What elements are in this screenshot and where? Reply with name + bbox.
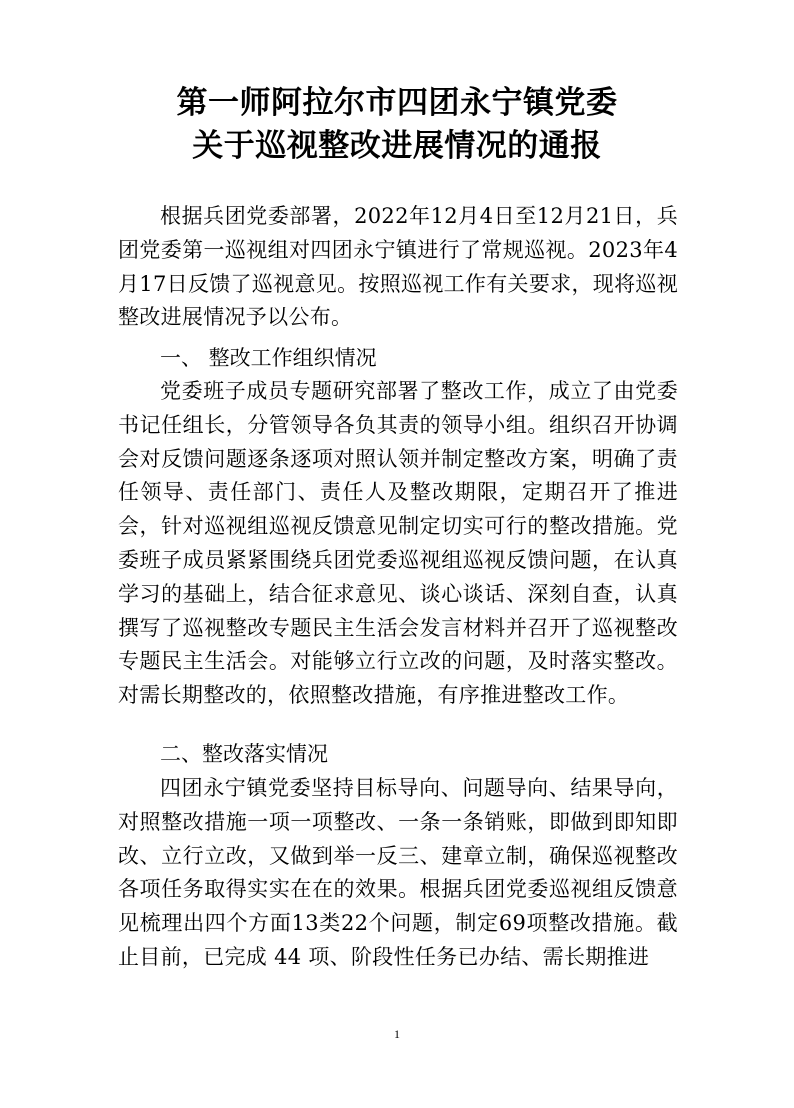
document-title-line-2: 关于巡视整改进展情况的通报 xyxy=(192,128,602,164)
paragraph-implementation: 四团永宁镇党委坚持目标导向、问题导向、结果导向，对照整改措施一项一项整改、一条一条销账，即做到即知即改、立行立改，又做到举一反三、建章立制，确保巡视整改各项任务取得实实在在的效果。根据兵团党委巡视组反馈意见梳理出四个方面13类22个问题，制定69项整改措施。截止目前，已完成 44 项、阶段性任务已办结、需长期推进 xyxy=(118,776,678,969)
section-heading-2: 二、整改落实情况 xyxy=(160,742,328,766)
section-heading-1: 一、 整改工作组织情况 xyxy=(160,346,377,370)
page-number: 1 xyxy=(394,1027,400,1041)
document-title-line-1: 第一师阿拉尔市四团永宁镇党委 xyxy=(176,85,618,121)
paragraph-introduction: 根据兵团党委部署，2022年12月4日至12月21日，兵团党委第一巡视组对四团永宁镇进行了常规巡视。2023年4月17日反馈了巡视意见。按照巡视工作有关要求，现将巡视整改进展情况予以公布。 xyxy=(118,204,678,330)
paragraph-organization: 党委班子成员专题研究部署了整改工作，成立了由党委书记任组长，分管领导各负其责的领导小组。组织召开协调会对反馈问题逐条逐项对照认领并制定整改方案，明确了责任领导、责任部门、责任人及整改期限，定期召开了推进会，针对巡视组巡视反馈意见制定切实可行的整改措施。党委班子成员紧紧围绕兵团党委巡视组巡视反馈问题，在认真学习的基础上，结合征求意见、谈心谈话、深刻自查，认真撰写了巡视整改专题民主生活会发言材料并召开了巡视整改专题民主生活会。对能够立行立改的问题，及时落实整改。对需长期整改的，依照整改措施，有序推进整改工作。 xyxy=(118,379,678,708)
